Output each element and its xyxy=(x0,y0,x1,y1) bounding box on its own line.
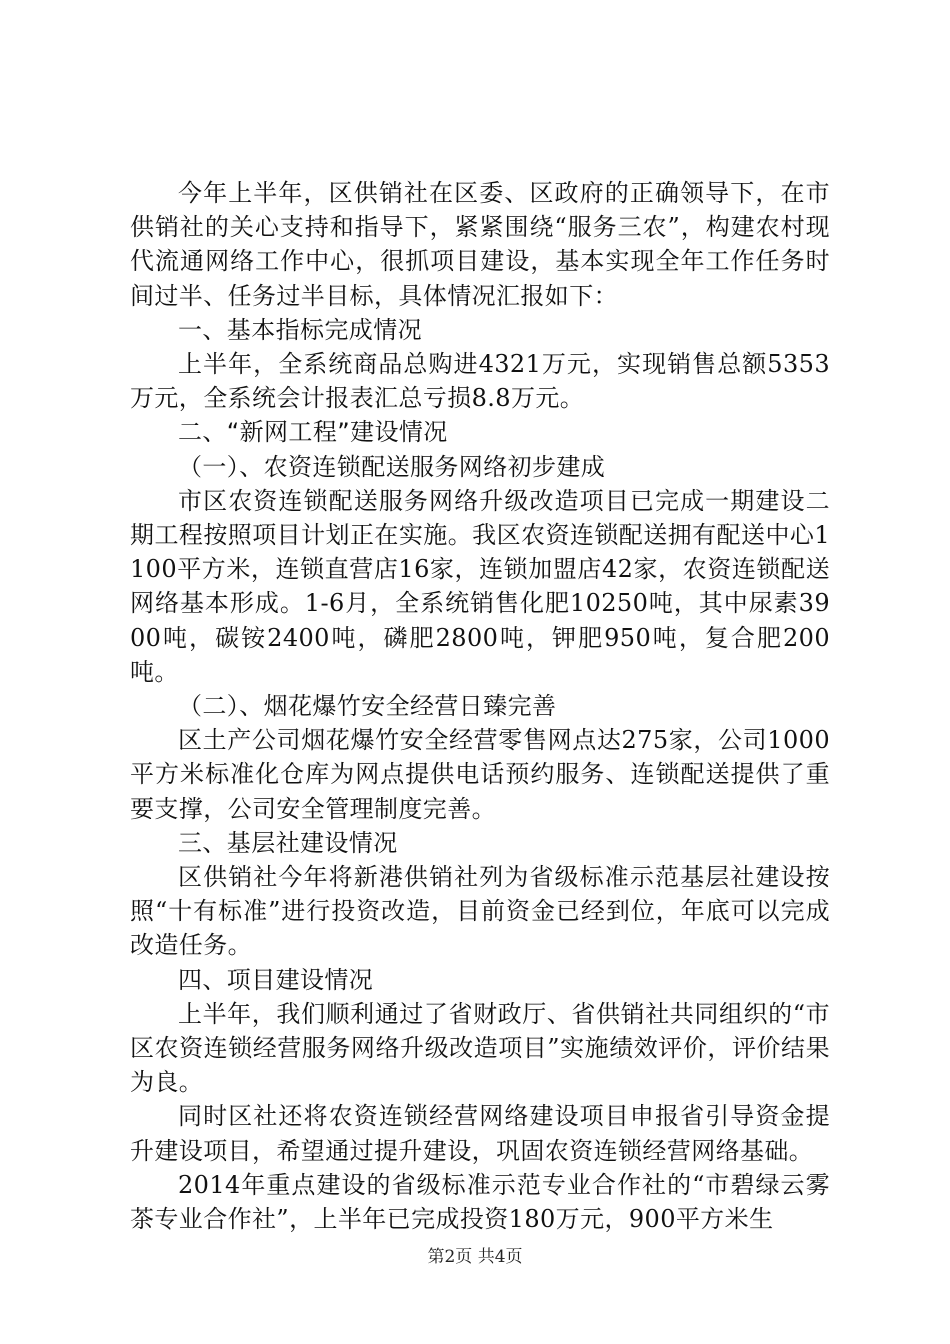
subsection-heading-agri-supply-chain: （一）、农资连锁配送服务网络初步建成 xyxy=(178,452,606,481)
projects-paragraph-3: 2014年重点建设的省级标准示范专业合作社的“市碧绿云雾茶专业合作社”，上半年已完成投资180万元，900平方米生 xyxy=(130,1170,830,1234)
section-heading-new-network: 二、“新网工程”建设情况 xyxy=(178,418,448,447)
page-number-footer: 第2页 共4页 xyxy=(427,1247,523,1267)
grassroots-paragraph: 区供销社今年将新港供销社列为省级标准示范基层社建设按照“十有标准”进行投资改造，目前资金已经到位，年底可以完成改造任务。 xyxy=(130,863,830,960)
fireworks-paragraph: 区土产公司烟花爆竹安全经营零售网点达275家，公司1000平方米标准化仓库为网点提供电话预约服务、连锁配送提供了重要支撑，公司安全管理制度完善。 xyxy=(130,726,830,823)
basic-indicators-paragraph: 上半年，全系统商品总购进4321万元，实现销售总额5353万元，全系统会计报表汇总亏损8.8万元。 xyxy=(130,350,830,413)
projects-paragraph-2: 同时区社还将农资连锁经营网络建设项目申报省引导资金提升建设项目，希望通过提升建设，巩固农资连锁经营网络基础。 xyxy=(130,1102,830,1165)
document-body xyxy=(130,176,830,1236)
section-heading-projects: 四、项目建设情况 xyxy=(178,965,374,994)
section-heading-basic-indicators: 一、基本指标完成情况 xyxy=(178,315,422,344)
agri-supply-chain-paragraph: 市区农资连锁配送服务网络升级改造项目已完成一期建设二期工程按照项目计划正在实施。我区农资连锁配送拥有配送中心1100平方米，连锁直营店16家，连锁加盟店42家，农资连锁配送网络基本形成。1-6月，全系统销售化肥10250吨，其中尿素3900吨，碳铵2400吨，磷肥2800吨，钾肥950吨，复合肥200吨。 xyxy=(130,486,830,686)
projects-paragraph-1: 上半年，我们顺利通过了省财政厅、省供销社共同组织的“市区农资连锁经营服务网络升级改造项目”实施绩效评价，评价结果为良。 xyxy=(130,999,830,1097)
subsection-heading-fireworks: （二）、烟花爆竹安全经营日臻完善 xyxy=(178,692,557,721)
section-heading-grassroots: 三、基层社建设情况 xyxy=(178,828,398,857)
intro-paragraph: 今年上半年，区供销社在区委、区政府的正确领导下，在市供销社的关心支持和指导下，紧紧围绕“服务三农”，构建农村现代流通网络工作中心，很抓项目建设，基本实现全年工作任务时间过半、任务过半目标，具体情况汇报如下： xyxy=(130,179,830,310)
